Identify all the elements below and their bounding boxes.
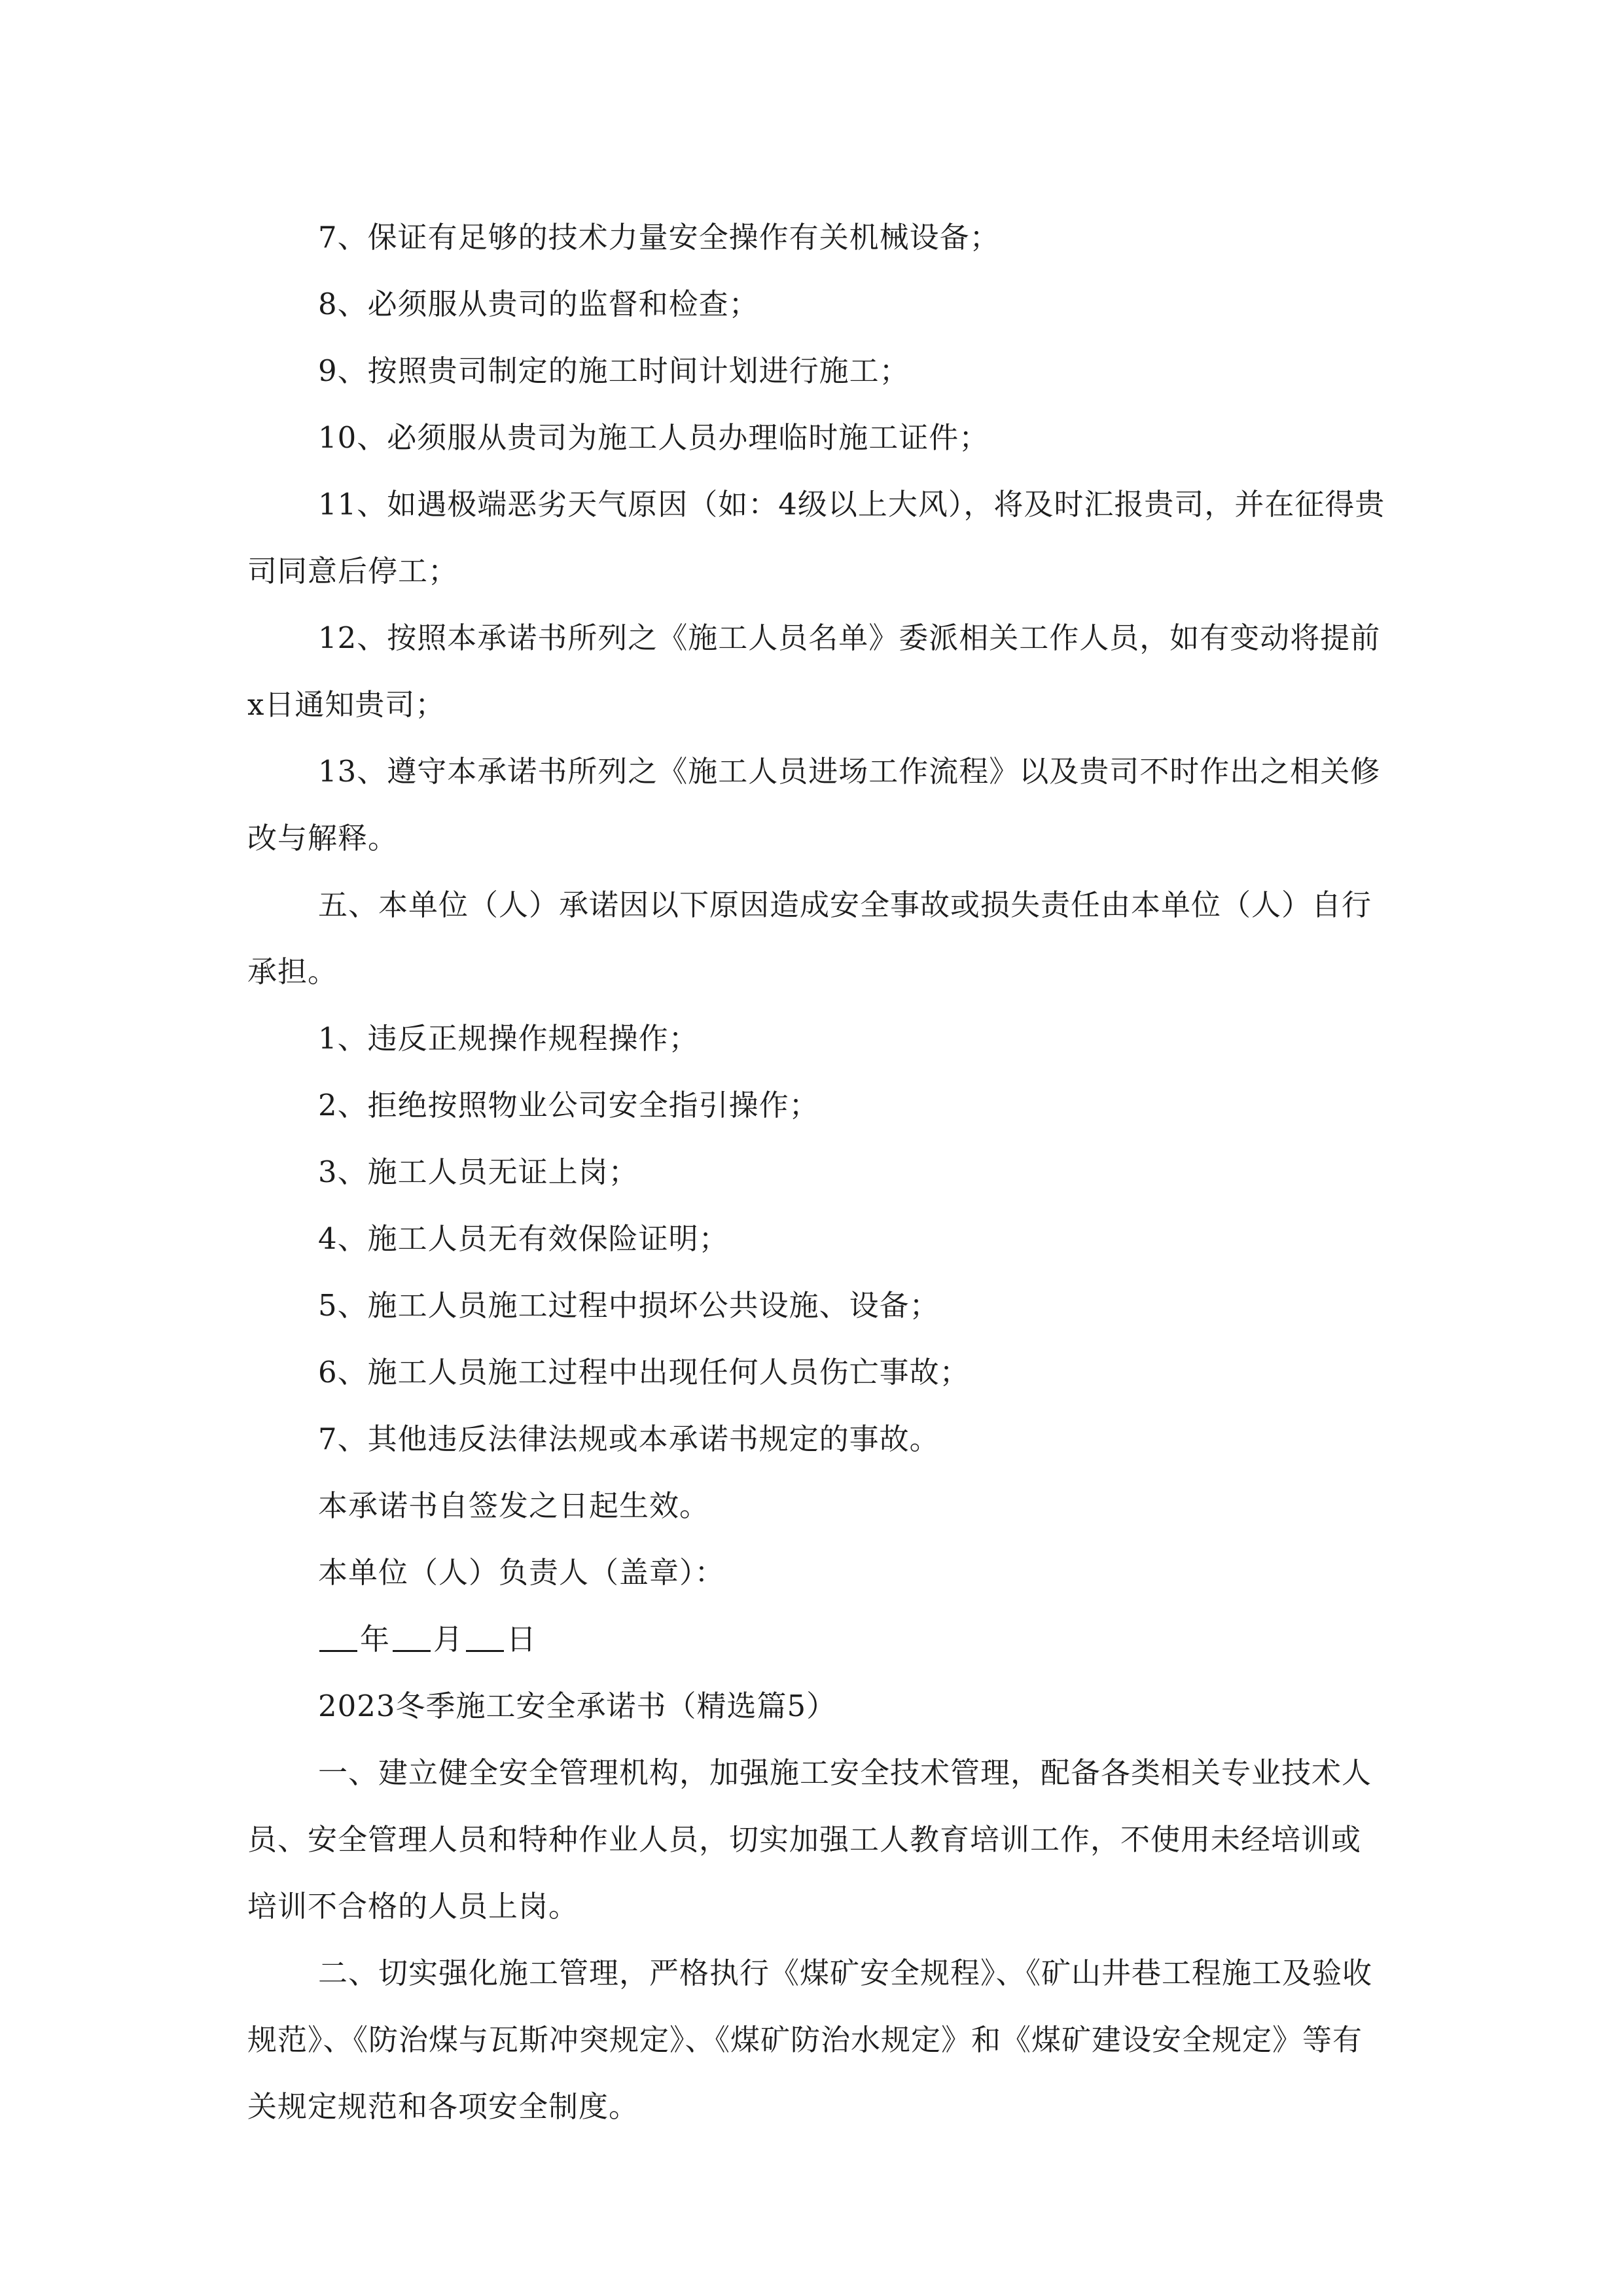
- list-item: 11、如遇极端恶劣天气原因（如：4级以上大风），将及时汇报贵司，并在征得贵司同意后停工；: [247, 487, 1385, 588]
- list-item: 5、施工人员施工过程中损坏公共设施、设备；: [318, 1288, 940, 1323]
- list-item: 8、必须服从贵司的监督和检查；: [318, 287, 759, 321]
- list-item: 4、施工人员无有效保险证明；: [318, 1221, 729, 1256]
- paragraph: 一、建立健全安全管理机构，加强施工安全技术管理，配备各类相关专业技术人员、安全管理人员和特种作业人员，切实加强工人教育培训工作，不使用未经培训或培训不合格的人员上岗。: [247, 1755, 1372, 1924]
- list-item: 7、保证有足够的技术力量安全操作有关机械设备；: [318, 220, 1000, 255]
- list-item: 9、按照贵司制定的施工时间计划进行施工；: [318, 353, 910, 388]
- list-item: 13、遵守本承诺书所列之《施工人员进场工作流程》以及贵司不时作出之相关修改与解释。: [247, 754, 1381, 855]
- year-label: 年: [360, 1622, 391, 1657]
- day-blank: [466, 1624, 504, 1652]
- list-item: 1、违反正规操作规程操作；: [318, 1021, 699, 1056]
- section-heading-5: 五、本单位（人）承诺因以下原因造成安全事故或损失责任由本单位（人）自行承担。: [247, 888, 1372, 989]
- month-label: 月: [433, 1622, 464, 1657]
- signature-line: 本单位（人）负责人（盖章）：: [318, 1555, 725, 1590]
- paragraph: 二、切实强化施工管理，严格执行《煤矿安全规程》、《矿山井巷工程施工及验收规范》、《防治煤与瓦斯冲突规定》、《煤矿防治水规定》和《煤矿建设安全规定》等有关规定规范和各项安全制度。: [247, 1956, 1373, 2124]
- month-blank: [393, 1624, 431, 1652]
- list-item: 3、施工人员无证上岗；: [318, 1155, 639, 1189]
- date-line: [247, 1606, 1386, 1673]
- list-item: 12、按照本承诺书所列之《施工人员名单》委派相关工作人员，如有变动将提前x日通知贵司；: [247, 620, 1381, 722]
- next-document-title: 2023冬季施工安全承诺书（精选篇5）: [318, 1689, 837, 1723]
- list-item: 6、施工人员施工过程中出现任何人员伤亡事故；: [318, 1355, 970, 1390]
- list-item: 7、其他违反法律法规或本承诺书规定的事故。: [318, 1422, 940, 1456]
- effective-statement: 本承诺书自签发之日起生效。: [318, 1488, 710, 1523]
- list-item: 2、拒绝按照物业公司安全指引操作；: [318, 1088, 819, 1122]
- day-label: 日: [507, 1622, 537, 1657]
- list-item: 10、必须服从贵司为施工人员办理临时施工证件；: [318, 420, 990, 455]
- year-blank: [319, 1624, 357, 1652]
- document-body: [247, 204, 1386, 2140]
